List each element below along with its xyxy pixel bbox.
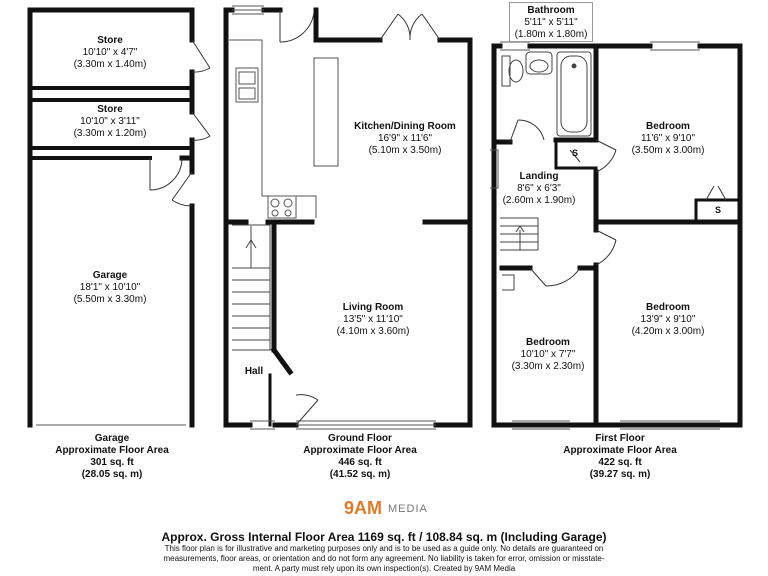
garage-area-summary	[30, 433, 194, 481]
garage-imperial: 18'1" x 10'10"	[79, 282, 141, 293]
bathroom-fixtures	[502, 52, 591, 136]
kitchen-units	[229, 40, 338, 218]
ground-floor-doors	[280, 10, 440, 425]
garage-area-sqft: 301 sq. ft	[90, 457, 134, 468]
store-1-name: Store	[97, 35, 123, 46]
landing-imperial: 8'6" x 6'3"	[517, 183, 561, 194]
first-floor-sqft: 422 sq. ft	[598, 457, 642, 468]
disclaimer-line-2: measurements, floor areas, or orientation and do not form any agreement. No liability is taken for error, omission or misstate-	[163, 554, 605, 563]
bedroom-1-metric: (3.50m x 3.00m)	[631, 145, 705, 156]
kitchen-name: Kitchen/Dining Room	[354, 121, 456, 132]
first-floor-sqm: (39.27 sq. m)	[589, 469, 651, 480]
disclaimer-line-1: This floor plan is for illustrative and marketing purposes only and is to be used as a guide only. No details are guaranteed on	[164, 544, 604, 553]
store-2-label	[50, 104, 170, 140]
garage-metric: (5.50m x 3.30m)	[73, 294, 147, 305]
store-2-imperial: 10'10" x 3'11"	[80, 116, 140, 127]
ground-floor-walls	[226, 10, 470, 425]
logo-mark: 9AM	[344, 498, 383, 518]
bedroom-1-imperial: 11'6" x 9'10"	[640, 133, 696, 144]
bedroom-1-name: Bedroom	[646, 121, 690, 132]
store-1-imperial: 10'10" x 4'7"	[82, 47, 138, 58]
living-room-label	[318, 302, 428, 338]
store-2-name: Store	[97, 104, 123, 115]
bathroom-imperial: 5'11" x 5'11"	[524, 17, 578, 28]
store-2-metric: (3.30m x 1.20m)	[73, 128, 147, 139]
garage-building	[30, 10, 192, 425]
garage-label	[50, 270, 170, 306]
garage-name: Garage	[92, 270, 128, 281]
bedroom-3-name: Bedroom	[526, 337, 570, 348]
garage-area-title: Garage	[94, 433, 130, 444]
bedroom-1-label	[618, 121, 718, 157]
bedroom-2-name: Bedroom	[646, 302, 690, 313]
bathroom-name: Bathroom	[527, 5, 575, 16]
brand-logo	[344, 498, 428, 519]
storage-cupboard-bedroom: S	[715, 205, 722, 215]
living-room-metric: (4.10m x 3.60m)	[336, 326, 410, 337]
ground-floor-stairs	[232, 225, 270, 350]
store-1-metric: (3.30m x 1.40m)	[73, 59, 147, 70]
kitchen-label	[340, 121, 470, 157]
kitchen-metric: (5.10m x 3.50m)	[368, 145, 442, 156]
bathroom-metric: (1.80m x 1.80m)	[514, 29, 588, 40]
bathroom-label	[509, 2, 593, 42]
ground-floor-subtitle: Approximate Floor Area	[303, 445, 417, 456]
garage-area-subtitle: Approximate Floor Area	[55, 445, 169, 456]
kitchen-imperial: 16'9" x 11'6"	[377, 133, 433, 144]
logo-text: MEDIA	[388, 502, 428, 515]
first-floor-stairs	[500, 218, 538, 290]
bedroom-2-imperial: 13'9" x 9'10"	[640, 314, 696, 325]
first-floor-subtitle: Approximate Floor Area	[563, 445, 677, 456]
ground-floor-area-summary	[280, 433, 440, 481]
bedroom-3-metric: (3.30m x 2.30m)	[511, 361, 585, 372]
landing-name: Landing	[519, 171, 559, 182]
hall-name: Hall	[244, 366, 264, 377]
bedroom-3-imperial: 10'10" x 7'7"	[520, 349, 576, 360]
landing-label	[502, 171, 576, 207]
ground-floor-title: Ground Floor	[328, 433, 392, 444]
living-room-name: Living Room	[342, 302, 404, 313]
ground-floor-sqft: 446 sq. ft	[338, 457, 382, 468]
footer	[0, 530, 768, 574]
gross-area-headline: Approx. Gross Internal Floor Area 1169 sq. ft / 108.84 sq. m (Including Garage)	[161, 530, 607, 544]
store-1-label	[50, 35, 170, 71]
bedroom-3-label	[505, 337, 591, 373]
first-floor-title: First Floor	[595, 433, 645, 444]
first-floor-area-summary	[540, 433, 700, 481]
hall-label	[236, 366, 272, 378]
garage-area-sqm: (28.05 sq. m)	[81, 469, 143, 480]
storage-cupboard-landing: S	[572, 148, 579, 158]
landing-metric: (2.60m x 1.90m)	[502, 195, 576, 206]
ground-floor-sqm: (41.52 sq. m)	[329, 469, 391, 480]
disclaimer-line-3: ment. A party must rely upon its own inspection(s). Created by 9AM Media	[252, 564, 516, 573]
bedroom-2-metric: (4.20m x 3.00m)	[631, 326, 705, 337]
living-room-imperial: 13'5" x 11'10"	[343, 314, 403, 325]
bedroom-2-label	[618, 302, 718, 338]
